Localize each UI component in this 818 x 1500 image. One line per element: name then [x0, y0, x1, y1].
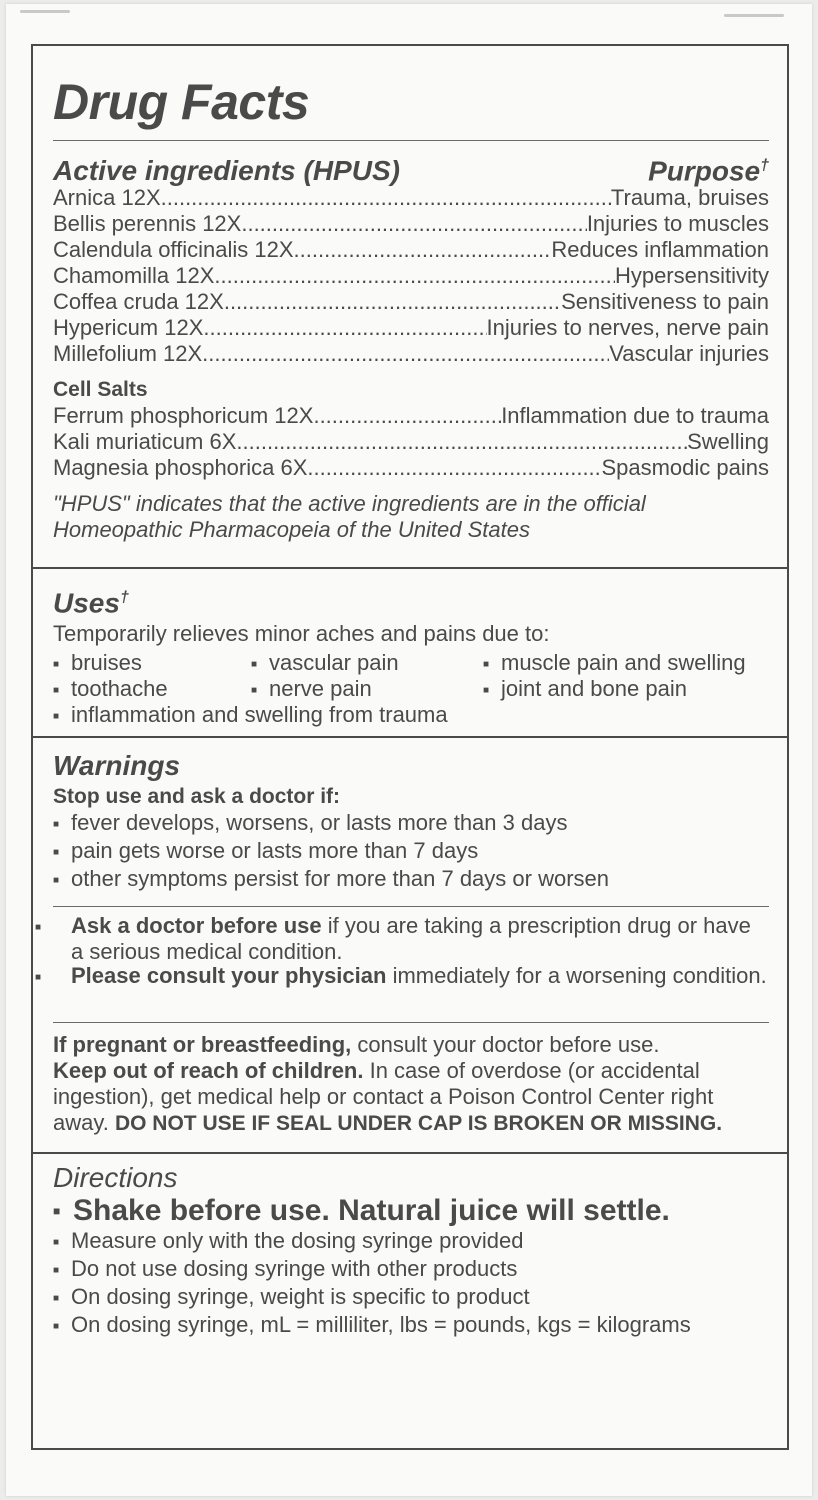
children-warning: Keep out of reach of children. In case of overdose (or accidental ingestion), get medical help or contact a Poison Control Center right away. DO NOT USE IF SEAL UNDER CAP IS BROKEN OR MISSING.: [53, 1058, 723, 1135]
list-item: ■ On dosing syringe, weight is specific to product: [53, 1284, 769, 1312]
uses-section: [53, 582, 769, 729]
cell-salts-header: Cell Salts: [53, 378, 148, 402]
list-item: ■ fever develops, worsens, or lasts more than 3 days: [53, 810, 769, 838]
directions-header: Directions: [53, 1162, 178, 1193]
list-item: ■ pain gets worse or lasts more than 7 days: [53, 838, 769, 866]
warnings-divider: [53, 1022, 769, 1023]
uses-list: [53, 651, 769, 703]
list-item: ■ other symptoms persist for more than 7 days or worsen: [53, 866, 769, 894]
cell-salt-row: Ferrum phosphoricum 12X ..... Inflammation due to trauma: [53, 403, 769, 429]
stop-use-header: Stop use and ask a doctor if:: [53, 785, 341, 808]
list-item: ■ bruises: [53, 651, 251, 677]
section-divider: [33, 567, 787, 569]
title-divider: [53, 140, 769, 141]
uses-header: Uses†: [53, 587, 129, 619]
list-item: ■ inflammation and swelling from trauma: [53, 703, 769, 729]
list-item: ■ Do not use dosing syringe with other products: [53, 1256, 769, 1284]
warnings-doctor-block: [53, 914, 769, 990]
consult-physician-item: ■ Please consult your physician immediately for a worsening condition.: [53, 964, 769, 990]
list-item: ■ joint and bone pain: [483, 677, 769, 703]
active-ingredients-header: Active ingredients (HPUS): [53, 155, 400, 187]
list-item: ■ On dosing syringe, mL = milliliter, lbs = pounds, kgs = kilograms: [53, 1312, 769, 1340]
directions-lead: ■ Shake before use. Natural juice will settle.: [53, 1194, 769, 1228]
directions-section: [53, 1162, 769, 1340]
warnings-section: [53, 750, 769, 894]
list-item: ■ toothache: [53, 677, 251, 703]
list-item: ■ vascular pain: [251, 651, 483, 677]
list-item: ■ muscle pain and swelling: [483, 651, 769, 677]
hpus-note: "HPUS" indicates that the active ingredients are in the official Homeopathic Pharmacopeia of the United States: [53, 491, 646, 543]
list-item: ■ nerve pain: [251, 677, 483, 703]
purpose-header: Purpose†: [648, 155, 769, 187]
ingredient-row: Hypericum 12X ..... Injuries to nerves, nerve pain: [53, 315, 769, 341]
ingredient-row: Chamomilla 12X ..... Hypersensitivity: [53, 263, 769, 289]
ingredient-row: Bellis perennis 12X ..... Injuries to muscles: [53, 211, 769, 237]
cell-salt-row: Kali muriaticum 6X ..... Swelling: [53, 429, 769, 455]
ask-doctor-item: ■ Ask a doctor before use if you are taking a prescription drug or have a serious medical condition.: [53, 914, 769, 964]
warnings-general-block: [53, 1032, 769, 1137]
uses-intro: Temporarily relieves minor aches and pains due to:: [53, 621, 550, 647]
ingredient-row: Arnica 12X ..... Trauma, bruises: [53, 185, 769, 211]
section-divider: [33, 1152, 787, 1154]
warnings-header: Warnings: [53, 750, 181, 781]
drug-facts-box: [31, 44, 789, 1450]
warnings-divider: [53, 906, 769, 907]
ingredient-row: Millefolium 12X ..... Vascular injuries: [53, 341, 769, 367]
section-divider: [33, 736, 787, 738]
scuff-mark: [20, 10, 70, 13]
page-title: Drug Facts: [53, 74, 310, 130]
ingredient-row: Coffea cruda 12X ..... Sensitiveness to pain: [53, 289, 769, 315]
list-item: ■ Measure only with the dosing syringe provided: [53, 1228, 769, 1256]
drug-facts-panel: [6, 4, 812, 1496]
cell-salt-row: Magnesia phosphorica 6X ..... Spasmodic pains: [53, 455, 769, 481]
scuff-mark: [724, 14, 784, 17]
pregnancy-warning: If pregnant or breastfeeding, consult your doctor before use.: [53, 1032, 660, 1057]
active-ingredients-section: [53, 150, 769, 543]
ingredient-row: Calendula officinalis 12X ..... Reduces inflammation: [53, 237, 769, 263]
